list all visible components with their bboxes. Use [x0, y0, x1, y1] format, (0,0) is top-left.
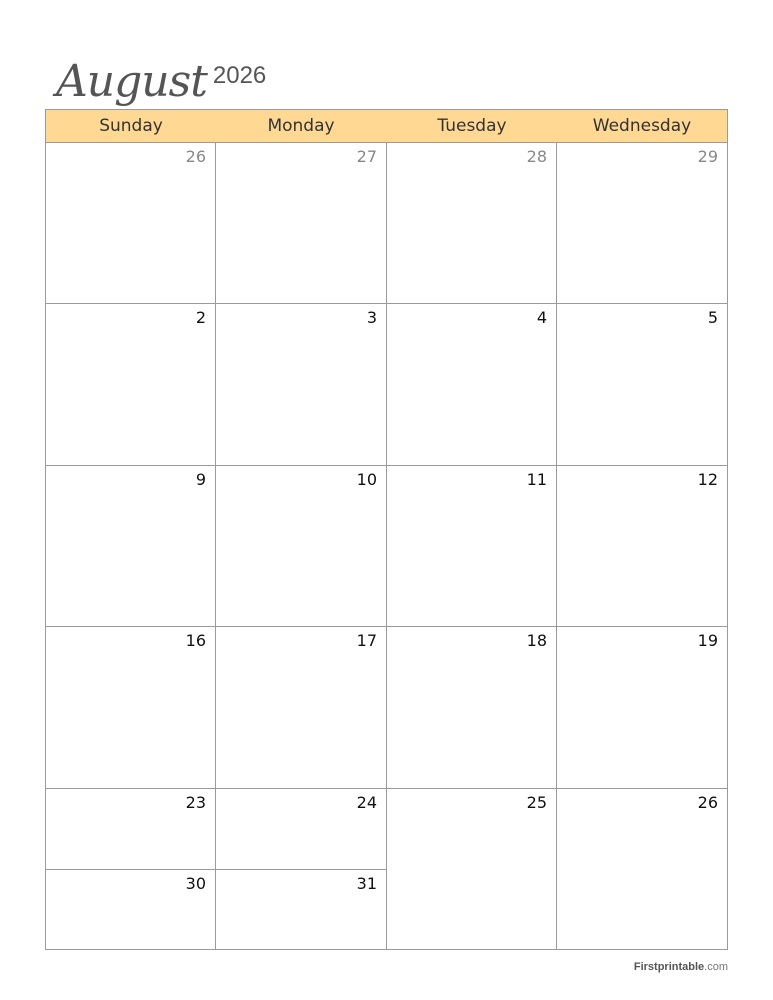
day-number: 23	[185, 793, 206, 812]
day-number: 29	[697, 147, 718, 166]
day-cell[interactable]	[387, 304, 557, 466]
day-number: 31	[356, 874, 377, 893]
day-number: 12	[697, 470, 718, 489]
day-number: 4	[536, 308, 547, 327]
day-number: 26	[185, 147, 206, 166]
day-cell[interactable]	[557, 627, 727, 789]
day-cell[interactable]	[46, 466, 216, 627]
day-cell[interactable]	[46, 870, 216, 949]
footer-brand-suffix: .com	[704, 961, 728, 973]
day-number: 18	[526, 631, 547, 650]
footer-brand-name: Firstprintable	[633, 961, 705, 973]
day-number: 9	[195, 470, 206, 489]
weekday-monday: Monday	[267, 116, 335, 136]
day-number: 3	[366, 308, 377, 327]
day-cell[interactable]	[387, 627, 557, 789]
day-number: 28	[526, 147, 547, 166]
day-cell[interactable]	[557, 304, 727, 466]
calendar-grid	[45, 109, 728, 950]
day-number: 16	[185, 631, 206, 650]
day-number: 5	[707, 308, 718, 327]
day-cell[interactable]	[387, 789, 557, 949]
day-number: 19	[697, 631, 718, 650]
day-cell[interactable]	[557, 789, 727, 949]
weekday-wednesday: Wednesday	[592, 116, 692, 136]
footer-brand	[634, 961, 728, 973]
year: 2026	[212, 62, 267, 89]
weekday-tuesday: Tuesday	[437, 116, 507, 136]
day-cell[interactable]	[216, 143, 387, 304]
day-number: 10	[356, 470, 377, 489]
day-cell[interactable]	[216, 304, 387, 466]
day-cell[interactable]	[557, 143, 727, 304]
day-cell[interactable]	[46, 143, 216, 304]
weekday-sunday: Sunday	[99, 116, 163, 136]
day-cell[interactable]	[387, 466, 557, 627]
month-name: August	[56, 56, 207, 107]
day-number: 17	[356, 631, 377, 650]
day-cell[interactable]	[46, 304, 216, 466]
day-cell[interactable]	[216, 870, 387, 949]
day-number: 24	[356, 793, 377, 812]
day-cell[interactable]	[216, 789, 387, 870]
day-number: 30	[185, 874, 206, 893]
day-number: 27	[356, 147, 377, 166]
day-number: 26	[697, 793, 718, 812]
day-cell[interactable]	[216, 627, 387, 789]
day-cell[interactable]	[46, 789, 216, 870]
day-cell[interactable]	[557, 466, 727, 627]
weekday-header	[46, 110, 727, 143]
day-cell[interactable]	[387, 143, 557, 304]
day-number: 25	[526, 793, 547, 812]
day-cell[interactable]	[46, 627, 216, 789]
day-number: 2	[195, 308, 206, 327]
calendar-title	[56, 40, 267, 107]
day-cell[interactable]	[216, 466, 387, 627]
day-number: 11	[526, 470, 547, 489]
